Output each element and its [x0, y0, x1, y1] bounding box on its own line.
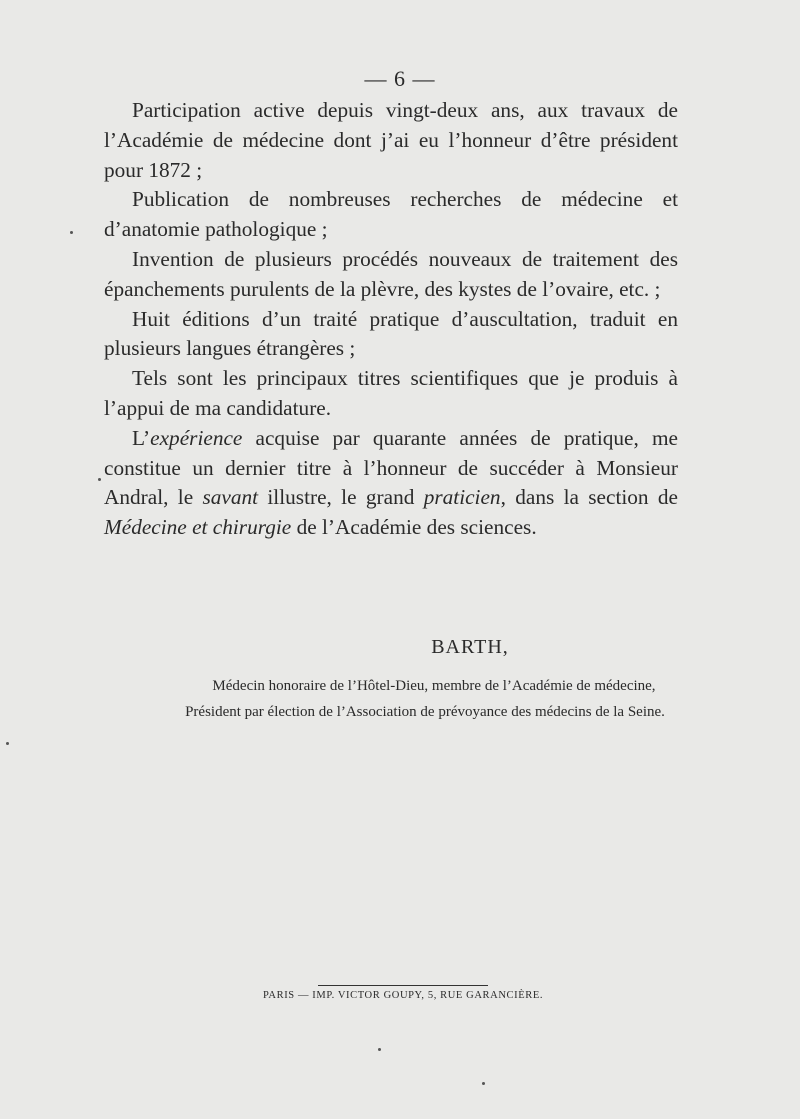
body-paragraph: [104, 245, 678, 305]
body-paragraph: [104, 305, 678, 365]
body-paragraph: [104, 424, 678, 543]
ink-speck: [6, 742, 9, 745]
page-number: — 6 —: [364, 66, 436, 91]
italic-text: expérience: [150, 425, 243, 450]
body-paragraph: [104, 96, 678, 185]
paragraph-text: L’: [132, 425, 151, 450]
signature-credential-line-1: Médecin honoraire de l’Hôtel-Dieu, membre de l’Académie de médecine,: [212, 678, 656, 694]
ink-speck: [70, 231, 73, 234]
ink-speck: [378, 1048, 381, 1051]
body-text: [104, 96, 678, 543]
paragraph-text: , dans la section de: [500, 485, 678, 510]
ink-speck: [482, 1082, 485, 1085]
printer-imprint: PARIS — IMP. VICTOR GOUPY, 5, RUE GARANCIÈRE.: [262, 990, 544, 1001]
body-paragraph: [104, 185, 678, 245]
paragraph-text: Huit éditions d’un traité pratique d’auscultation, traduit en plusieurs langues étrangères ;: [104, 306, 678, 361]
ink-speck: [98, 478, 101, 481]
italic-text: praticien: [423, 485, 501, 510]
paragraph-text: Tels sont les principaux titres scientifiques que je produis à l’appui de ma candidature.: [104, 366, 678, 420]
signature-name: BARTH,: [431, 636, 509, 658]
body-paragraph: [104, 364, 678, 424]
paragraph-text: de l’Académie des sciences.: [291, 515, 537, 540]
paragraph-text: Invention de plusieurs procédés nouveaux de traitement des épanchements purulents de la plèvre, des kystes de l’ovaire, etc. ;: [104, 246, 678, 301]
paragraph-text: illustre, le grand: [258, 485, 424, 510]
paragraph-text: acquise par quarante années de pratique, me constitue un dernier titre à l’honneur de succéder à Monsieur Andral, le: [104, 425, 678, 510]
paragraph-text: Participation active depuis vingt-deux ans, aux travaux de l’Académie de médecine dont j’ai eu l’honneur d’être président pour 1872 ;: [104, 98, 678, 182]
italic-text: Médecine et chirurgie: [104, 515, 292, 540]
signature-credential-line-2: Président par élection de l’Association de prévoyance des médecins de la Seine.: [185, 704, 665, 720]
footer-rule: [318, 985, 488, 986]
paragraph-text: Publication de nombreuses recherches de médecine et d’anatomie pathologique ;: [104, 187, 678, 242]
italic-text: savant: [202, 485, 259, 510]
